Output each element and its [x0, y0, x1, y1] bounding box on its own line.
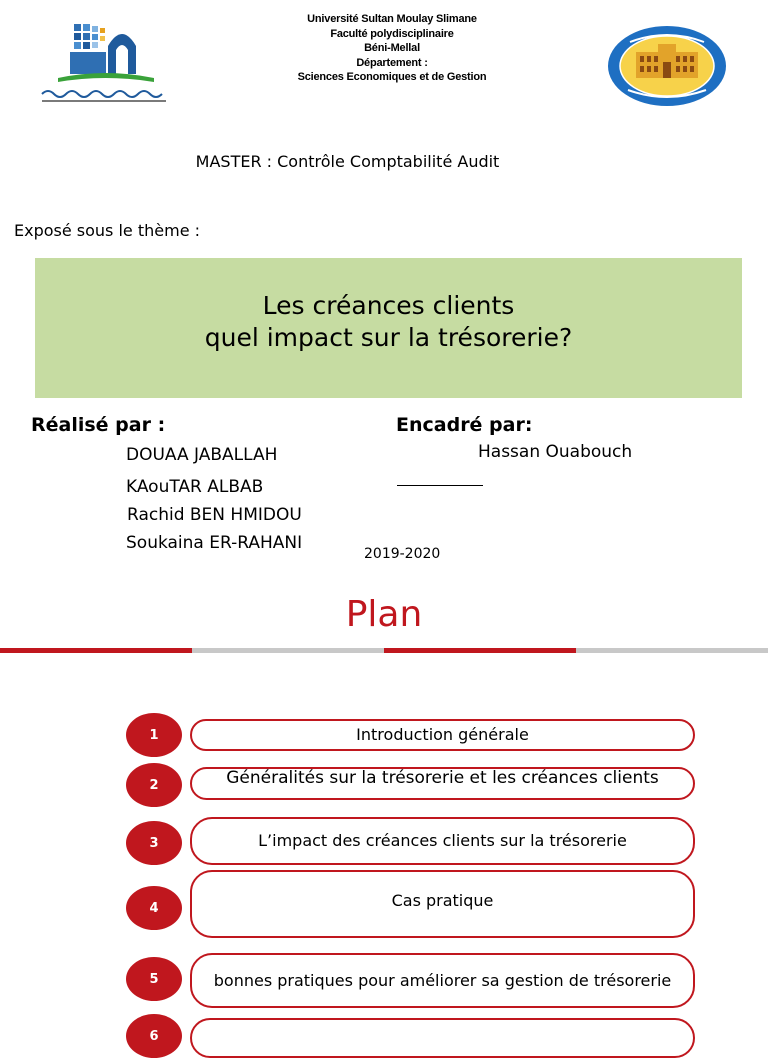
university-name: Université Sultan Moulay Slimane [307, 13, 477, 25]
author-name: DOUAA JABALLAH [126, 445, 278, 465]
supervisor-label: Encadré par: [396, 414, 533, 436]
supervisor-name: Hassan Ouabouch [478, 442, 633, 462]
title-line-1: Les créances clients [262, 291, 515, 320]
plan-item [190, 1018, 695, 1058]
divider-bar-grey [576, 648, 768, 653]
plan-item-label: L’impact des créances clients sur la trésorerie [258, 831, 627, 850]
plan-item-label: Cas pratique [391, 891, 494, 910]
plan-item [190, 953, 695, 1008]
university-header [250, 12, 534, 85]
divider-bar-grey [192, 648, 384, 653]
divider-bar-red [0, 648, 192, 653]
plan-item [190, 870, 695, 938]
title-box [35, 258, 742, 398]
plan-number-badge: 1 [126, 713, 182, 757]
plan-number-badge: 4 [126, 886, 182, 930]
plan-title: Plan [345, 594, 423, 635]
theme-intro: Exposé sous le thème : [14, 221, 201, 240]
plan-item [190, 817, 695, 865]
plan-item [190, 767, 695, 800]
academic-year: 2019-2020 [364, 546, 441, 562]
city-name: Béni-Mellal [364, 42, 420, 54]
plan-item [190, 719, 695, 751]
author-name: Soukaina ER-RAHANI [126, 533, 303, 553]
author-name: KAouTAR ALBAB [126, 477, 264, 497]
faculty-seal [606, 24, 728, 108]
master-program: MASTER : Contrôle Comptabilité Audit [195, 152, 500, 171]
authors-label: Réalisé par : [31, 414, 166, 436]
department-name: Sciences Economiques et de Gestion [297, 71, 487, 83]
plan-number-badge: 2 [126, 763, 182, 807]
plan-number-badge: 5 [126, 957, 182, 1001]
department-label: Département : [356, 56, 428, 69]
plan-item-label: Généralités sur la trésorerie et les créances clients [226, 767, 659, 788]
signature-line [397, 485, 483, 486]
title-line-2: quel impact sur la trésorerie? [204, 323, 573, 352]
university-logo [30, 16, 180, 106]
plan-item-label: bonnes pratiques pour améliorer sa gestion de trésorerie [213, 970, 672, 990]
plan-number-badge: 6 [126, 1014, 182, 1058]
faculty-name: Faculté polydisciplinaire [330, 27, 454, 40]
plan-item-label: Introduction générale [356, 725, 529, 744]
plan-number-badge: 3 [126, 821, 182, 865]
author-name: Rachid BEN HMIDOU [127, 505, 302, 525]
divider-bar-red [384, 648, 576, 653]
